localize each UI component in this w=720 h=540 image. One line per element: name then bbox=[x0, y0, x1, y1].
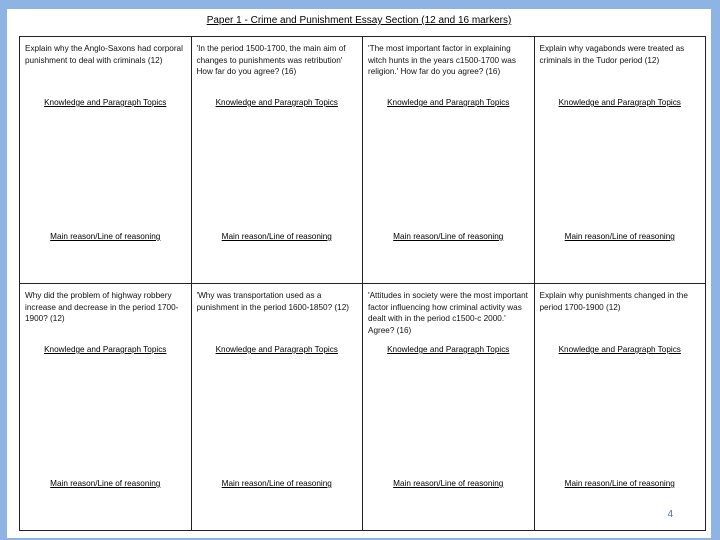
question-cell bbox=[20, 284, 192, 531]
knowledge-heading: Knowledge and Paragraph Topics bbox=[558, 345, 681, 354]
reason-heading: Main reason/Line of reasoning bbox=[221, 479, 332, 488]
reason-heading: Main reason/Line of reasoning bbox=[564, 232, 675, 241]
question-cell bbox=[192, 37, 364, 284]
knowledge-heading: Knowledge and Paragraph Topics bbox=[44, 98, 167, 107]
question-text: 'Why was transportation used as a punishment in the period 1600-1850? (12) bbox=[196, 291, 349, 312]
reason-heading: Main reason/Line of reasoning bbox=[50, 479, 161, 488]
reason-heading: Main reason/Line of reasoning bbox=[393, 232, 504, 241]
question-text: 'In the period 1500-1700, the main aim of changes to punishments was retribution' How far do you agree? (16) bbox=[196, 44, 346, 77]
knowledge-heading: Knowledge and Paragraph Topics bbox=[387, 98, 510, 107]
knowledge-heading: Knowledge and Paragraph Topics bbox=[387, 345, 510, 354]
question-text: Explain why the Anglo-Saxons had corporal punishment to deal with criminals (12) bbox=[25, 44, 183, 65]
reason-heading: Main reason/Line of reasoning bbox=[221, 232, 332, 241]
question-cell bbox=[535, 284, 707, 531]
knowledge-heading: Knowledge and Paragraph Topics bbox=[215, 98, 338, 107]
question-text: Why did the problem of highway robbery increase and decrease in the period 1700-1900? (12) bbox=[25, 291, 179, 324]
knowledge-heading: Knowledge and Paragraph Topics bbox=[558, 98, 681, 107]
question-cell bbox=[192, 284, 364, 531]
reason-heading: Main reason/Line of reasoning bbox=[50, 232, 161, 241]
reason-heading: Main reason/Line of reasoning bbox=[393, 479, 504, 488]
question-text: 'The most important factor in explaining witch hunts in the years c1500-1700 was religion.' How far do you agree? (16) bbox=[368, 44, 516, 77]
worksheet-page bbox=[7, 9, 711, 538]
question-cell bbox=[363, 37, 535, 284]
question-text: Explain why punishments changed in the period 1700-1900 (12) bbox=[539, 291, 688, 312]
knowledge-heading: Knowledge and Paragraph Topics bbox=[215, 345, 338, 354]
page-title: Paper 1 - Crime and Punishment Essay Section (12 and 16 markers) bbox=[206, 15, 512, 26]
essay-question-grid bbox=[19, 36, 706, 531]
question-text: Explain why vagabonds were treated as criminals in the Tudor period (12) bbox=[539, 44, 685, 65]
question-text: 'Attitudes in society were the most important factor influencing how criminal activity was dealt with in the period c1500-c 2000.' Agree? (16) bbox=[368, 291, 528, 335]
reason-heading: Main reason/Line of reasoning bbox=[564, 479, 675, 488]
question-cell bbox=[20, 37, 192, 284]
knowledge-heading: Knowledge and Paragraph Topics bbox=[44, 345, 167, 354]
page-number: 4 bbox=[667, 509, 673, 520]
question-cell bbox=[363, 284, 535, 531]
question-cell bbox=[535, 37, 707, 284]
